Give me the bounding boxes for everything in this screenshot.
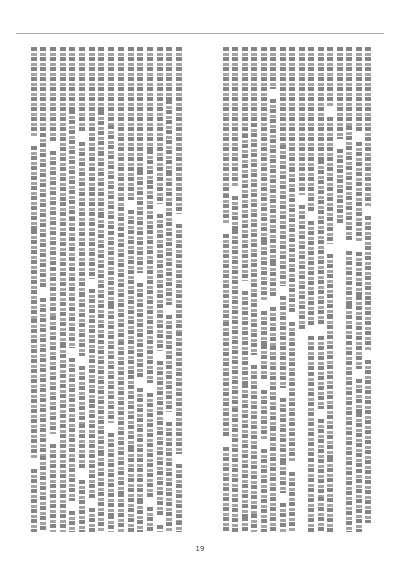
text-column — [241, 47, 249, 532]
text-column — [317, 47, 325, 532]
text-column — [298, 47, 306, 532]
text-column — [345, 47, 353, 532]
text-column — [231, 47, 239, 532]
text-column — [307, 47, 315, 532]
text-column — [222, 47, 230, 532]
text-block-left — [27, 47, 183, 532]
text-column — [88, 47, 96, 532]
text-column — [78, 47, 86, 532]
text-column — [146, 47, 154, 532]
text-column — [59, 47, 67, 532]
text-column — [49, 47, 57, 532]
text-column — [30, 47, 38, 532]
text-column — [107, 47, 115, 532]
text-column — [355, 47, 363, 532]
text-column — [39, 47, 47, 532]
text-column — [336, 47, 344, 532]
text-column — [127, 47, 135, 532]
text-block-right — [220, 47, 372, 532]
text-column — [288, 47, 296, 532]
page-number: 19 — [195, 545, 205, 553]
text-column — [68, 47, 76, 532]
text-column — [269, 47, 277, 532]
text-column — [364, 47, 372, 532]
top-rule — [16, 33, 384, 34]
text-column — [156, 47, 164, 532]
text-column — [117, 47, 125, 532]
text-column — [326, 47, 334, 532]
text-column — [97, 47, 105, 532]
text-column — [279, 47, 287, 532]
text-column — [250, 47, 258, 532]
text-column — [175, 47, 183, 532]
text-column — [260, 47, 268, 532]
text-column — [165, 47, 173, 532]
text-column — [136, 47, 144, 532]
